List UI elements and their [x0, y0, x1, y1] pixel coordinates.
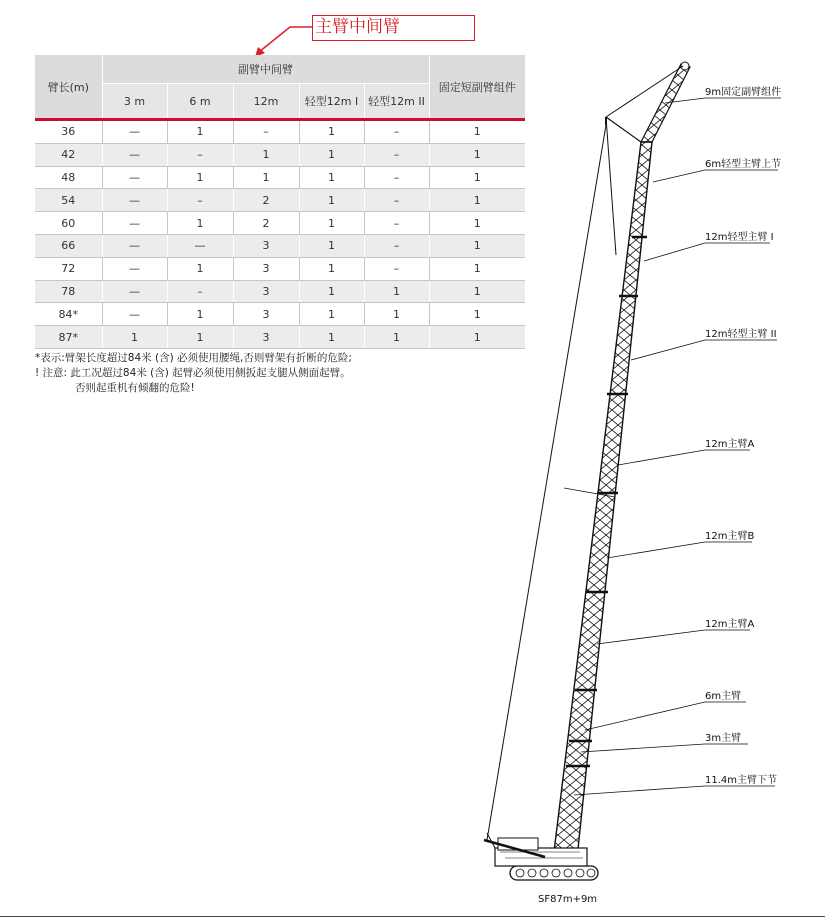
- label-11-4m-base: 11.4m主臂下节: [705, 775, 778, 786]
- note-warning-cont: 否则起重机有倾翻的危险!: [75, 382, 195, 394]
- row-boom-length: 54: [35, 189, 102, 212]
- bottom-rule: [0, 916, 825, 917]
- label-9m-fixed-jib: 9m固定副臂组件: [705, 87, 782, 98]
- main-boom: [552, 142, 652, 868]
- table-cell: 3: [233, 303, 299, 326]
- table-cell: 1: [299, 234, 364, 257]
- crawler-base: [484, 833, 598, 880]
- table-cell: 1: [429, 303, 525, 326]
- label-6m: 6m主臂: [705, 691, 742, 702]
- table-cell: —: [102, 234, 167, 257]
- table-cell: —: [102, 189, 167, 212]
- row-boom-length: 60: [35, 212, 102, 235]
- header-12m: 12m: [233, 84, 299, 120]
- table-cell: 1: [233, 143, 299, 166]
- table-cell: 1: [364, 280, 429, 303]
- table-cell: 1: [429, 326, 525, 349]
- table-cell: —: [102, 257, 167, 280]
- table-cell: 1: [233, 166, 299, 189]
- table-cell: —: [102, 143, 167, 166]
- label-12m-a-upper: 12m主臂A: [705, 439, 755, 450]
- table-cell: 1: [299, 303, 364, 326]
- row-boom-length: 84*: [35, 303, 102, 326]
- table-cell: 1: [167, 212, 233, 235]
- table-cell: —: [102, 120, 167, 144]
- table-cell: 1: [429, 189, 525, 212]
- table-cell: 1: [299, 120, 364, 144]
- header-6m: 6 m: [167, 84, 233, 120]
- label-12m-a-lower: 12m主臂A: [705, 619, 755, 630]
- row-boom-length: 66: [35, 234, 102, 257]
- table-cell: 3: [233, 257, 299, 280]
- row-boom-length: 48: [35, 166, 102, 189]
- note-waist-rope: *表示:臂架长度超过84米 (含) 必须使用腰绳,否则臂架有折断的危险;: [35, 352, 352, 364]
- table-cell: 1: [364, 303, 429, 326]
- table-cell: 1: [429, 143, 525, 166]
- table-cell: 1: [299, 326, 364, 349]
- table-cell: 3: [233, 326, 299, 349]
- label-12m-light-1: 12m轻型主臂 I: [705, 232, 774, 243]
- table-cell: 1: [429, 212, 525, 235]
- table-cell: 1: [299, 166, 364, 189]
- header-fixed-jib: 固定短副臂组件: [429, 55, 525, 120]
- table-cell: —: [102, 280, 167, 303]
- crane-caption: SF87m+9m: [538, 894, 598, 905]
- table-cell: 1: [429, 120, 525, 144]
- table-cell: 1: [429, 166, 525, 189]
- table-cell: 1: [429, 257, 525, 280]
- table-cell: 1: [167, 326, 233, 349]
- table-cell: –: [364, 257, 429, 280]
- table-cell: 1: [299, 143, 364, 166]
- table-cell: 1: [167, 166, 233, 189]
- table-cell: –: [364, 166, 429, 189]
- table-cell: 1: [167, 257, 233, 280]
- table-cell: 2: [233, 212, 299, 235]
- row-boom-length: 78: [35, 280, 102, 303]
- row-boom-length: 42: [35, 143, 102, 166]
- header-3m: 3 m: [102, 84, 167, 120]
- table-cell: 3: [233, 234, 299, 257]
- table-cell: —: [102, 166, 167, 189]
- table-cell: 1: [364, 326, 429, 349]
- table-cell: –: [364, 189, 429, 212]
- header-light-12m-1: 轻型12m I: [299, 84, 364, 120]
- table-cell: 1: [429, 280, 525, 303]
- table-cell: –: [364, 143, 429, 166]
- main-boom-callout: 主臂中间臂: [312, 15, 475, 41]
- header-light-12m-2: 轻型12m II: [364, 84, 429, 120]
- table-cell: 1: [299, 280, 364, 303]
- table-cell: 1: [299, 189, 364, 212]
- table-cell: 1: [167, 303, 233, 326]
- label-6m-light-top: 6m轻型主臂上节: [705, 159, 782, 170]
- header-boom-length: 臂长(m): [35, 55, 102, 120]
- table-cell: 1: [167, 120, 233, 144]
- table-cell: 1: [299, 212, 364, 235]
- note-warning: ! 注意: 此工况超过84米 (含) 起臂必须使用侧扳起支腿从侧面起臂。: [35, 367, 351, 379]
- row-boom-length: 87*: [35, 326, 102, 349]
- header-intermediate-boom: 副臂中间臂: [102, 55, 429, 84]
- table-cell: 3: [233, 280, 299, 303]
- row-boom-length: 36: [35, 120, 102, 144]
- label-12m-b: 12m主臂B: [705, 531, 755, 542]
- table-cell: —: [102, 303, 167, 326]
- table-cell: 1: [299, 257, 364, 280]
- table-cell: –: [364, 212, 429, 235]
- table-cell: –: [167, 189, 233, 212]
- row-boom-length: 72: [35, 257, 102, 280]
- boom-section-labels: [705, 85, 781, 786]
- table-cell: –: [167, 280, 233, 303]
- label-3m: 3m主臂: [705, 733, 742, 744]
- table-cell: –: [233, 120, 299, 144]
- table-cell: 2: [233, 189, 299, 212]
- table-cell: –: [364, 234, 429, 257]
- table-cell: 1: [102, 326, 167, 349]
- label-12m-light-2: 12m轻型主臂 II: [705, 329, 777, 340]
- table-cell: –: [167, 143, 233, 166]
- table-cell: —: [167, 234, 233, 257]
- table-cell: 1: [429, 234, 525, 257]
- table-cell: –: [364, 120, 429, 144]
- table-cell: —: [102, 212, 167, 235]
